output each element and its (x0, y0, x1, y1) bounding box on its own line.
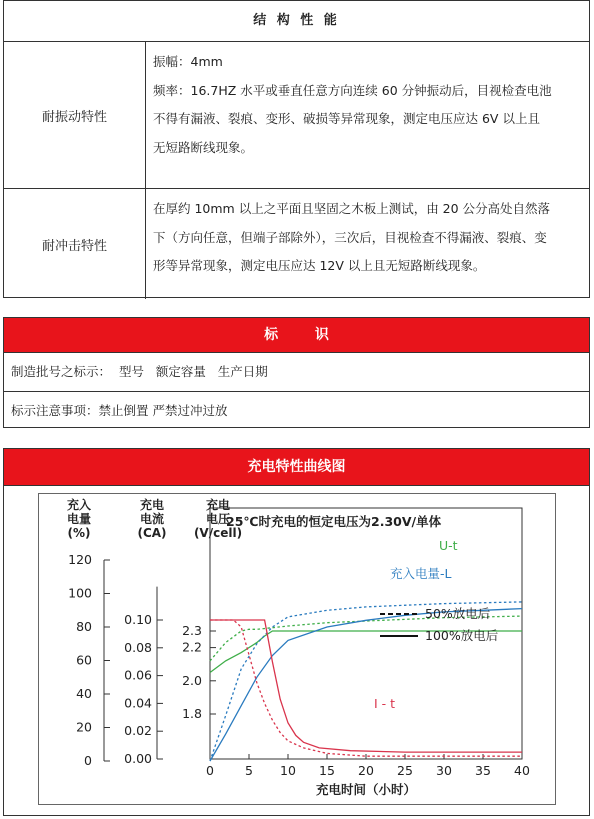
legend-label: 50%放电后 (425, 606, 491, 621)
current-curve-label: I - t (374, 696, 396, 711)
impact-content (146, 189, 589, 287)
marking-table (3, 317, 590, 428)
axis-label-3: (V/cell) (193, 526, 243, 540)
text-line: 形等异常现象，测定电压应达 12V 以上且无短路断线现象。 (153, 258, 486, 273)
marking-line-batch: 制造批号之标示： 型号 额定容量 生产日期 (4, 353, 589, 392)
x-tick-label: 20 (358, 763, 374, 778)
capacity-curve-label: 充入电量-L (390, 566, 452, 581)
current-tick-label: 0.04 (124, 695, 152, 711)
x-axis-label: 充电时间（小时） (315, 782, 417, 797)
axis-label-1: (%) (67, 526, 91, 540)
voltage-tick-label: 2.2 (182, 639, 202, 655)
text-line: 不得有漏液、裂痕、变形、破损等异常现象，测定电压应达 6V 以上且 (153, 111, 540, 126)
current-tick-label: 0.08 (124, 639, 152, 655)
axis-label-1: 充入 (66, 498, 92, 512)
capacity-tick-label: 40 (76, 686, 92, 701)
capacity-tick-label: 20 (76, 719, 92, 735)
x-tick-label: 25 (397, 763, 413, 778)
x-tick-label: 35 (475, 763, 491, 778)
charge-chart-title: 充电特性曲线图 (4, 449, 589, 486)
axis-label-1: 电量 (66, 512, 92, 526)
current-tick-label: 0.00 (124, 751, 152, 766)
voltage-tick-label: 1.8 (182, 706, 202, 721)
text-line: 频率：16.7HZ 水平或垂直任意方向连续 60 分钟振动后，目视检查电池 (153, 82, 552, 98)
current-tick-label: 0.02 (124, 723, 152, 739)
x-tick-label: 0 (206, 763, 214, 778)
current-tick-label: 0.06 (124, 667, 152, 683)
text-line: 下（方向任意，但端子部除外），三次后，目视检查不得漏液、裂痕、变 (153, 229, 547, 245)
table-row-impact (4, 189, 589, 299)
vibration-label: 耐振动特性 (4, 42, 146, 188)
current-tick-label: 0.10 (124, 612, 152, 627)
voltage-tick-label: 2.3 (182, 623, 202, 638)
text-line: 无短路断线现象。 (153, 139, 254, 155)
x-tick-label: 30 (436, 763, 452, 778)
charge-chart-section (3, 448, 590, 816)
capacity-tick-label: 80 (76, 619, 92, 634)
charge-characteristic-chart (38, 493, 556, 805)
axis-label-3: 充电 (205, 498, 231, 512)
capacity-tick-label: 100 (68, 585, 92, 601)
structure-performance-table (3, 0, 590, 298)
axis-label-2: 电流 (139, 512, 165, 526)
text-line: 振幅：4mm (153, 54, 223, 69)
marking-line-notice: 标示注意事项：禁止倒置 严禁过冲过放 (11, 403, 228, 418)
legend-label: 100%放电后 (425, 628, 499, 643)
capacity-tick-label: 60 (76, 652, 92, 668)
text-line: 在厚约 10mm 以上之平面且坚固之木板上测试，由 20 公分高处自然落 (153, 201, 551, 216)
axis-label-3: 电压 (205, 512, 231, 526)
x-tick-label: 5 (245, 763, 253, 778)
voltage-curve-label: U-t (439, 538, 458, 553)
x-tick-label: 15 (319, 763, 335, 778)
vibration-content (146, 42, 589, 168)
marking-title: 标 识 (4, 318, 589, 353)
axis-label-2: 充电 (139, 498, 165, 512)
axis-label-2: (CA) (137, 526, 167, 540)
table-row-vibration (4, 42, 589, 189)
x-tick-label: 10 (280, 763, 296, 778)
structure-title: 结 构 性 能 (4, 1, 589, 42)
impact-label: 耐冲击特性 (4, 189, 146, 299)
x-tick-label: 40 (514, 763, 530, 778)
chart-title: 25℃时充电的恒定电压为2.30V/单体 (226, 514, 442, 529)
voltage-tick-label: 2.0 (182, 672, 202, 688)
capacity-tick-label: 120 (68, 552, 92, 567)
capacity-tick-label: 0 (84, 753, 92, 768)
